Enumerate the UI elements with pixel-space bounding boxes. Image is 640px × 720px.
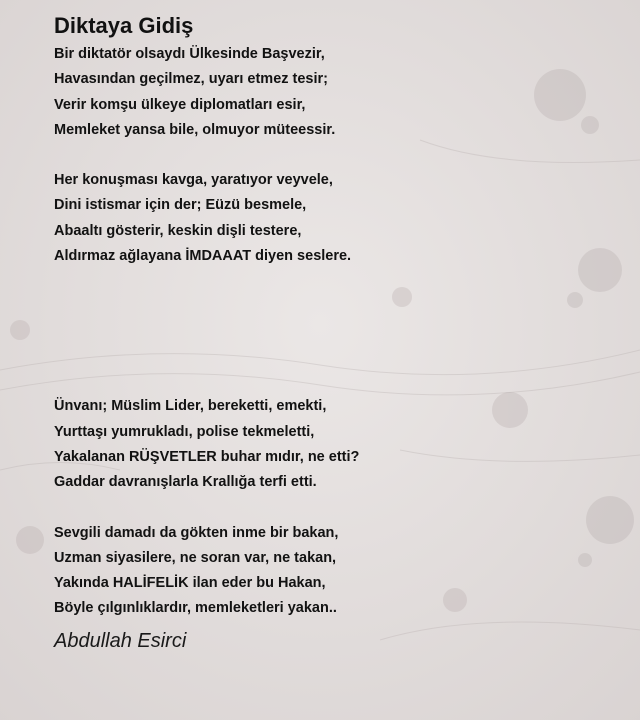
- poem-line: Havasından geçilmez, uyarı etmez tesir;: [54, 71, 328, 88]
- poem-line: Yurttaşı yumrukladı, polise tekmeletti,: [54, 423, 315, 440]
- poem-container: [54, 10, 614, 655]
- poem-line: Uzman siyasilere, ne soran var, ne takan,: [54, 549, 337, 566]
- poem-line: Aldırmaz ağlayana İMDAAAT diyen seslere.: [54, 248, 352, 265]
- stanza-gap: [54, 143, 614, 168]
- poem-line: Verir komşu ülkeye diplomatları esir,: [54, 96, 306, 113]
- stanza-3: [54, 394, 614, 495]
- poem-line: Yakalanan RÜŞVETLER buhar mıdır, ne etti?: [54, 448, 360, 465]
- stanza-gap: [54, 269, 614, 394]
- poem-title: Diktaya Gidiş: [54, 13, 194, 38]
- poem-line: Sevgili damadı da gökten inme bir bakan,: [54, 524, 339, 541]
- poem-author: Abdullah Esirci: [54, 629, 187, 652]
- poem-line: Abaaltı gösterir, keskin dişli testere,: [54, 222, 302, 239]
- poem-line: Bir diktatör olsaydı Ülkesinde Başvezir,: [54, 46, 325, 62]
- poem-line: Memleket yansa bile, olmuyor müteessir.: [54, 121, 336, 138]
- stanza-2: [54, 168, 614, 269]
- stanza-1: [54, 42, 614, 143]
- poem-line: Yakında HALİFELİK ilan eder bu Hakan,: [54, 575, 326, 592]
- poem-line: Ünvanı; Müslim Lider, bereketti, emekti,: [54, 398, 327, 415]
- poem-line: Dini istismar için der; Eüzü besmele,: [54, 197, 307, 214]
- poem-line: Gaddar davranışlarla Krallığa terfi etti.: [54, 474, 317, 491]
- poem-line: Her konuşması kavga, yaratıyor veyvele,: [54, 172, 333, 189]
- poem-line: Böyle çılgınlıklardır, memleketleri yakan..: [54, 600, 337, 617]
- stanza-gap: [54, 496, 614, 521]
- stanza-4: [54, 521, 614, 622]
